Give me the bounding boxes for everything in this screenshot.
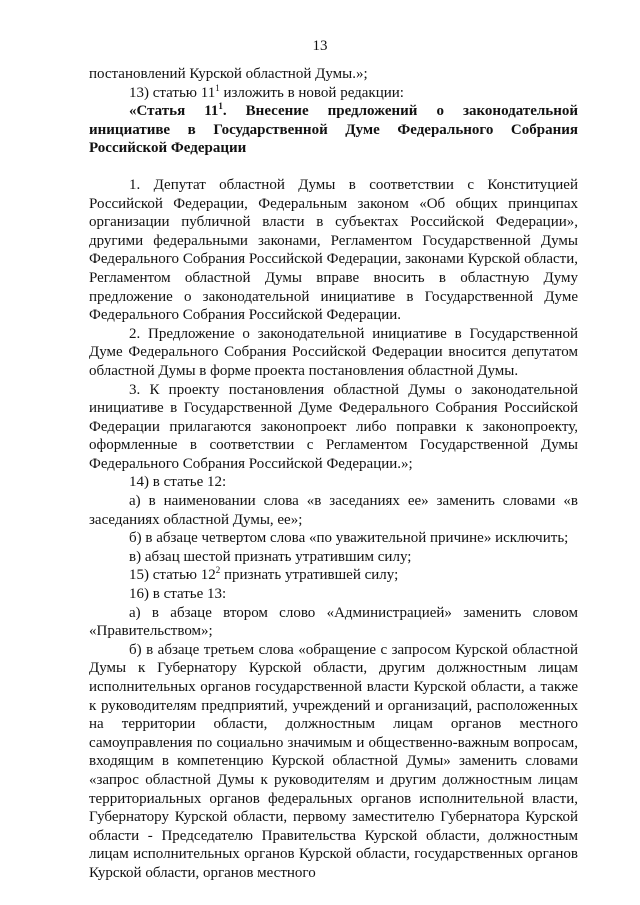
item-14: 14) в статье 12: bbox=[129, 474, 227, 491]
item-13-text-end: изложить в новой редакции: bbox=[219, 84, 404, 101]
item-15-text: 15) статью 12 bbox=[129, 567, 216, 584]
superscript: 1 bbox=[218, 101, 223, 112]
item-16: 16) в статье 13: bbox=[129, 586, 227, 603]
spacer bbox=[89, 158, 578, 176]
article-title bbox=[89, 102, 578, 158]
item-16-a: а) в абзаце втором слово «Администрацией» заменить словом «Правительством»; bbox=[89, 604, 578, 640]
item-13 bbox=[89, 84, 578, 103]
item-15 bbox=[89, 566, 578, 585]
page-number: 13 bbox=[312, 38, 328, 54]
article-part-2: 2. Предложение о законодательной инициативе в Государственной Думе Федерального Собрания Российской Федерации вносится депутатом областной Думы в форме проекта постановления областной Думы. bbox=[89, 325, 578, 379]
item-13-text: 13) статью 11 bbox=[129, 84, 216, 101]
article-part-3: 3. К проекту постановления областной Думы о законодательной инициативе в Государственной Думе Федерального Собрания Российской Федерации прилагаются законопроект либо поправки к законопроекту, оформленные в соответствии с Регламентом Государственной Думы Федерального Собрания Российской Федерации.»; bbox=[89, 381, 578, 472]
item-14-a: а) в наименовании слова «в заседаниях ее» заменить словами «в заседаниях областной Думы, ее»; bbox=[89, 493, 578, 528]
superscript: 1 bbox=[215, 82, 220, 93]
item-16-b: б) в абзаце третьем слова «обращение с запросом Курской областной Думы к Губернатору Курской области, другим должностным лицам исполнительных органов государственной власти Курской области, а также к руководителям предприятий, учреждений и организаций, расположенных на территории области, должностным лицам органов местного самоуправления по социально значимым и общественно-важным вопросам, входящим в компетенцию Курской областной Думы» заменить словами «запрос областной Думы к руководителям и другим должностным лицам территориальных органов федеральных органов исполнительной власти, Губернатору Курской области, первому заместителю Губернатора Курской области - Председателю Правительства Курской области, должностным лицам исполнительных органов Курской области, государственных органов Курской области, органов местного bbox=[89, 641, 578, 881]
article-part-1: 1. Депутат областной Думы в соответствии с Конституцией Российской Федерации, Федеральным законом «Об общих принципах организации публичной власти в субъектах Российской Федерации», другими федеральными законами, Регламентом Государственной Думы Федерального Собрания Российской Федерации, законами Курской области, Регламентом областной Думы вправе вносить в областную Думу предложение о законодательной инициативе в Государственной Думе Федерального Собрания Российской Федерации. bbox=[89, 176, 578, 324]
document-body bbox=[89, 65, 578, 883]
article-title-end: . Внесение предложений о законодательной инициативе в Государственной Думе Федерального Собрания Российской Федерации bbox=[89, 103, 579, 157]
item-14-b: б) в абзаце четвертом слова «по уважительной причине» исключить; bbox=[129, 530, 569, 547]
paragraph-continuation: постановлений Курской областной Думы.»; bbox=[89, 66, 368, 82]
item-15-text-end: признать утратившей силу; bbox=[220, 567, 399, 584]
article-title-start: «Статья 11 bbox=[129, 103, 219, 120]
superscript: 2 bbox=[215, 565, 221, 576]
item-14-c: в) абзац шестой признать утратившим силу; bbox=[129, 548, 412, 565]
